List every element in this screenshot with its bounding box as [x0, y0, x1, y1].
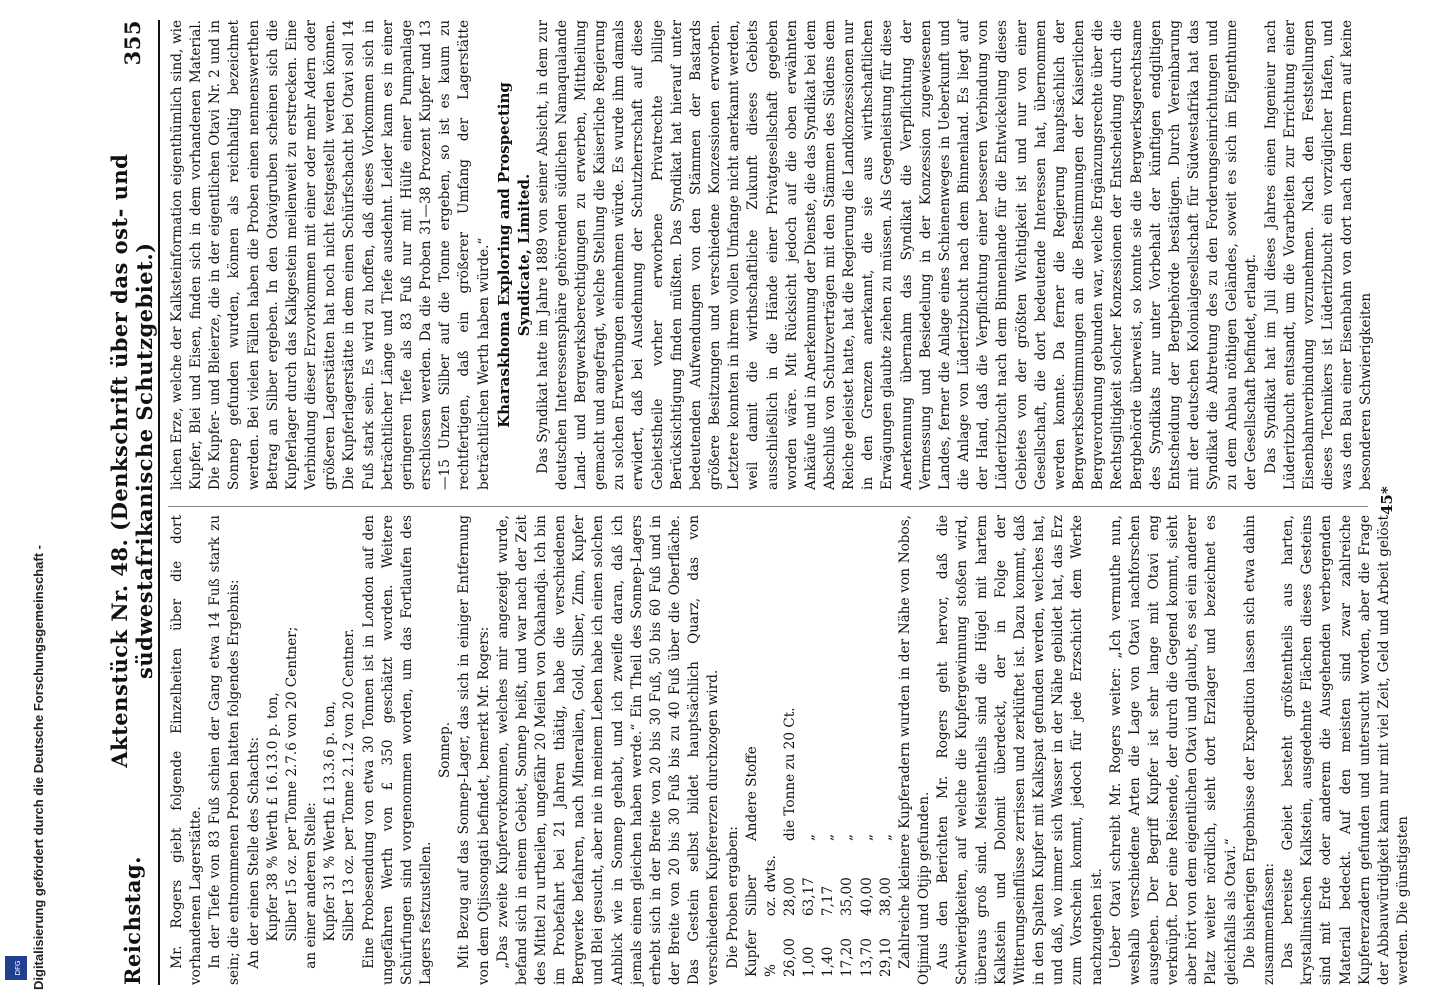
header-left: Reichstag. — [119, 856, 145, 985]
assay-header: Kupfer — [743, 930, 760, 977]
right-column — [168, 20, 1377, 490]
table-row — [858, 693, 877, 977]
paragraph: Zahlreiche kleinere Kupferadern wurden in der Nähe von Nobos, Otjimid und Otjip gefunden. — [896, 515, 933, 985]
assay-cell: 29,10 — [877, 938, 894, 977]
dfg-logo-icon — [5, 956, 27, 980]
dfg-logo-text: DFG — [14, 960, 22, 976]
assay-table — [743, 693, 896, 977]
page-number: 355 — [119, 20, 145, 66]
digitization-credit: Digitalisierung gefördert durch die Deutsche Forschungsgemeinschaft - — [31, 545, 46, 990]
assay-cell: 7,17 — [820, 885, 837, 917]
signature-mark: 45* — [1378, 486, 1396, 515]
paragraph: Eine Probesendung von etwa 30 Tonnen ist in London auf den ungefähren Werth von £ 350 geschätzt worden. Weitere Schürfungen sind vorgenommen worden, um das Fortlaufen des Lagers festzustellen. — [360, 515, 435, 985]
assay-cell: 35,00 — [839, 877, 856, 917]
paragraph: Mr. Rogers giebt folgende Einzelheiten über die dort vorhandenen Lagerstätte. — [169, 515, 205, 985]
paragraph: An der einen Stelle des Schachts: — [245, 736, 262, 969]
table-row — [800, 693, 819, 977]
assay-cell: 1,40 — [820, 946, 837, 977]
assay-cell: „ — [877, 833, 894, 842]
assay-line: Silber 15 oz. per Tonne 2.7.6 von 20 Centner; — [283, 626, 300, 942]
paragraph: Mit Bezug auf das Sonnep-Lager, das sich in einiger Entfernung von dem Otjissongati befindet, bemerkt Mr. Rogers: — [456, 515, 492, 985]
assay-unit: oz. dwts. — [762, 855, 779, 917]
paragraph: an einer anderen Stelle: — [303, 802, 320, 969]
assay-cell: 38,00 — [877, 877, 894, 917]
column-divider — [168, 506, 1368, 507]
assay-cell: 13,70 — [858, 938, 875, 977]
section-heading: Syndicate, Limited. — [514, 173, 533, 337]
section-heading: Kharaskhoma Exploring and Prospecting — [494, 82, 513, 428]
left-column — [168, 515, 1413, 985]
header-rule — [158, 20, 160, 985]
assay-cell: 17,20 — [839, 938, 856, 977]
assay-cell: die Tonne zu 20 Ct. — [782, 707, 798, 842]
header-title: Aktenstück Nr. 48. (Denkschrift über das ost- und südwestafrikanische Schutzgebiet.) — [107, 153, 157, 768]
assay-line: Kupfer 38 % Werth £ 16.13.0 p. ton, — [264, 692, 281, 942]
rotated-document-page — [108, 0, 1432, 1000]
paragraph: Die Proben ergaben: — [724, 825, 741, 969]
assay-line: Silber 13 oz. per Tonne 2.1.2 von 20 Centner. — [341, 628, 358, 942]
assay-unit: % — [762, 964, 779, 977]
assay-header: Silber — [743, 874, 760, 917]
paragraph: Das Syndikat hat im Juli dieses Jahres einen Ingenieur nach Lüderitzbucht entsandt, um die Vorarbeiten zur Errichtung einer Eisenbahnverbindung vorzunehmen. Nach den Feststellungen dieses Technikers ist Lüderitzbucht ein vorzüglicher Hafen, und was den Bau einer Eisenbahn von dort nach dem Innern auf keine besonderen Schwierigkeiten — [1262, 20, 1375, 490]
assay-cell: 26,00 — [782, 938, 798, 977]
table-row — [877, 693, 896, 977]
paragraph: Aus den Berichten Mr. Rogers geht hervor, daß die Schwierigkeiten, auf welche die Kupfergewinnung stoßen wird, überaus groß sind. Meistentheils sind die Hügel mit hartem Kalkstein und Dolomit überdeckt, der in Folge der Witterungseinflüsse zerrissen und zerklüftet ist. Dazu kommt, daß in den Spalten Kupfer mit Kalkspat gefunden werden, welches hat, und daß, wo immer sich Wasser in der Nähe gebildet hat, das Erz zum Vorschein kommt, jedoch für jede Erzschicht dem Werke nachzugehen ist. — [935, 515, 1105, 985]
assay-cell: 28,00 — [782, 877, 798, 917]
table-row — [781, 693, 800, 977]
assay-cell: „ — [801, 833, 818, 842]
assay-cell: 40,00 — [858, 877, 875, 917]
table-row — [838, 693, 857, 977]
running-header — [108, 20, 156, 985]
table-row — [819, 693, 838, 977]
paragraph: Das bereiste Gebiet besteht größtentheils aus harten, krystallinischen Kalkstein, ausgedehnte Flächen dieses Gesteins sind mit Erde oder anderem die Ausgehenden verbergenden Material bedeckt. Auf den meisten sind zwar zahlreiche Kupfererzadern gefunden und untersucht worden, aber die Frage der Abbauwürdigkeit kann nur mit viel Zeit, Geld und Arbeit gelöst werden. Die günstigsten — [1280, 515, 1411, 985]
paragraph: lichen Erze, welche der Kalksteinformation eigenthümlich sind, wie Kupfer, Blei und Eisen, finden sich in dem vorhandenen Material. Die Kupfer- und Bleierze, die in der eigentlichen Otavi Nr. 2 und in Sonnep gefunden wurden, können als reichhaltig bezeichnet werden. Bei vielen Fällen haben die Proben einen nennenswerthen Betrag an Silber ergeben. In den Otavigruben scheinen sich die Kupferlager durch das Kalkgestein meilenweit zu erstrecken. Eine Verbindung dieser Erzvorkommen mit einer oder mehr Adern oder größeren Lagerstätten hat noch nicht festgestellt werden können. Die Kupferlagerstätte in dem einen Schürfschacht bei Otavi soll 14 Fuß stark sein. Es wird zu hoffen, daß dieses Vorkommen sich in beträchtlicher Länge und Tiefe ausdehnt. Leider kann es in einer geringeren Tiefe als 83 Fuß nur mit Hülfe einer Pumpanlage erschlossen werden. Da die Proben 31—38 Prozent Kupfer und 13—15 Unzen Silber auf die Tonne ergeben, so ist es kaum zu rechtfertigen, daß ein größerer Umfang der Lagerstätte beträchtlichen Werth haben würde.“ — [169, 20, 492, 490]
assay-header: Andere Stoffe — [743, 746, 760, 842]
paragraph: „Das zweite Kupfervorkommen, welches mir angezeigt wurde, befand sich in einem Gebiet, Sonnep heißt, und war nach der Zeit des Mittel zu urtheilen, ungefähr 20 Meilen von Okahandja. Ich bin im Probefahrt bei 21 Jahren thätig, habe die verschiedenen Bergwerke befahren, nach Mineralien, Gold, Silber, Zinn, Kupfer und Blei gesucht, aber nie in meinem Leben habe ich einen solchen Anblick wie in Sonnep gehabt, und ich zweifle daran, daß ich jemals einen gleichen haben werde.“ Ein Theil des Sonnep-Lagers erhebt sich in der Breite von 20 bis 30 Fuß, 50 bis 60 Fuß und in der Breite von 20 bis 30 Fuß bis zu 40 Fuß über die Oberfläche. Das Gestein selbst bildet hauptsächlich Quarz, das von verschiedenen Kupfererzen durchzogen wird. — [494, 515, 722, 985]
paragraph: Ueber Otavi schreibt Mr. Rogers weiter: „Ich vermuthe nun, weshalb verschiedene Arten die Lage von Otavi nachforschen ausgeben. Der Begriff Kupfer ist sehr lange mit Otavi eng verknüpft. Der eine Reisende, der durch die Gegend kommt, sieht aber hört von dem eigentlichen Otavi und glaubt, es sei ein anderer Platz weiter nördlich, sieht dort Erzlager und bezeichnet es gleichfalls als Otavi.“ — [1107, 515, 1239, 985]
assay-cell: „ — [820, 833, 837, 842]
paragraph: In der Tiefe von 83 Fuß schien der Gang etwa 14 Fuß stark zu sein; die entnommenen Proben hatten folgendes Ergebnis: — [207, 515, 243, 985]
digitization-sidebar — [1, 0, 46, 1000]
assay-cell: 63,17 — [801, 877, 818, 917]
paragraph: Die bisherigen Ergebnisse der Expedition lassen sich etwa dahin zusammenfassen: — [1241, 515, 1277, 985]
assay-cell: „ — [858, 833, 875, 842]
assay-cell: „ — [839, 833, 856, 842]
paragraph: Das Syndikat hatte im Jahre 1889 von seiner Absicht, in dem zur deutschen Interessensphäre gehörenden südlichen Namaqualande Land- und Bergwerksberechtigungen zu erwerben, Mittheilung gemacht und angefragt, welche Stellung die Kaiserliche Regierung zu solchen Erwerbungen einnehmen würde. Es wurde ihm damals erwidert, daß bei Ausdehnung der Schutzherrschaft auf diese Gebietstheile vorher erworbene Privatrechte billige Berücksichtigung finden müßten. Das Syndikat hat hierauf unter bedeutenden Aufwendungen von den Stämmen der Bastards größere Besitzungen und verschiedene Konzessionen erworben. Letztere konnten in ihrem vollen Umfange nicht anerkannt werden, weil damit die wirthschaftliche Zukunft dieses Gebiets ausschließlich in die Hände einer Privatgesellschaft gegeben worden wäre. Mit Rücksicht jedoch auf die oben erwähnten Ankäufe und in Anerkennung der Dienste, die das Syndikat bei dem Abschluß von Schutzverträgen mit den Stämmen des Südens dem Reiche geleistet hatte, hat die Regierung die Landkonzessionen nur in den Grenzen anerkannt, die sie aus wirthschaftlichen Erwägungen glaubte ziehen zu müssen. Als Gegenleistung für diese Anerkennung übernahm das Syndikat die Verpflichtung der Vermessung und Besiedelung in der Konzession zugewiesenen Landes, ferner die Anlage eines Schienenweges in Ueberkunft und die Anlage von Lüderitzbucht nach dem Binnenland. Es liegt auf der Hand, daß die Verpflichtung einer besseren Verbindung von Lüderitzbucht nach dem Binnenlande für die Entwickelung dieses Gebietes von der größten Wichtigkeit ist und nur von einer Gesellschaft, die dort bedeutende Interessen hat, übernommen werden konnte. Da ferner die Regierung hauptsächlich der Bergwerksbestimmungen an die Bestimmungen der Kaiserlichen Bergverordnung gebunden war, welche Ergänzungsrechte über die Rechtsgiltigkeit solcher Konzessionen der Entscheidung durch die Bergbehörde überweist, so konnte sie die Bergwerksgerechtsame des Syndikats nur unter Vorbehalt der künftigen endgiltigen Entscheidung der Bergbehörde bestätigen. Durch Vereinbarung mit der deutschen Kolonialgesellschaft für Südwestafrika hat das Syndikat die Abtretung des zu den Forderungseinrichtungen und zu dem Anbau nöthigen Geländes, soweit es sich im Eigenthume der Gesellschaft befindet, erlangt. — [534, 20, 1260, 490]
assay-cell: 1,00 — [801, 946, 818, 977]
assay-unit — [762, 693, 781, 841]
assay-line: Kupfer 31 % Werth £ 13.3.6 p. ton, — [322, 700, 339, 942]
section-heading-sonnep: Sonnep. — [437, 721, 454, 779]
